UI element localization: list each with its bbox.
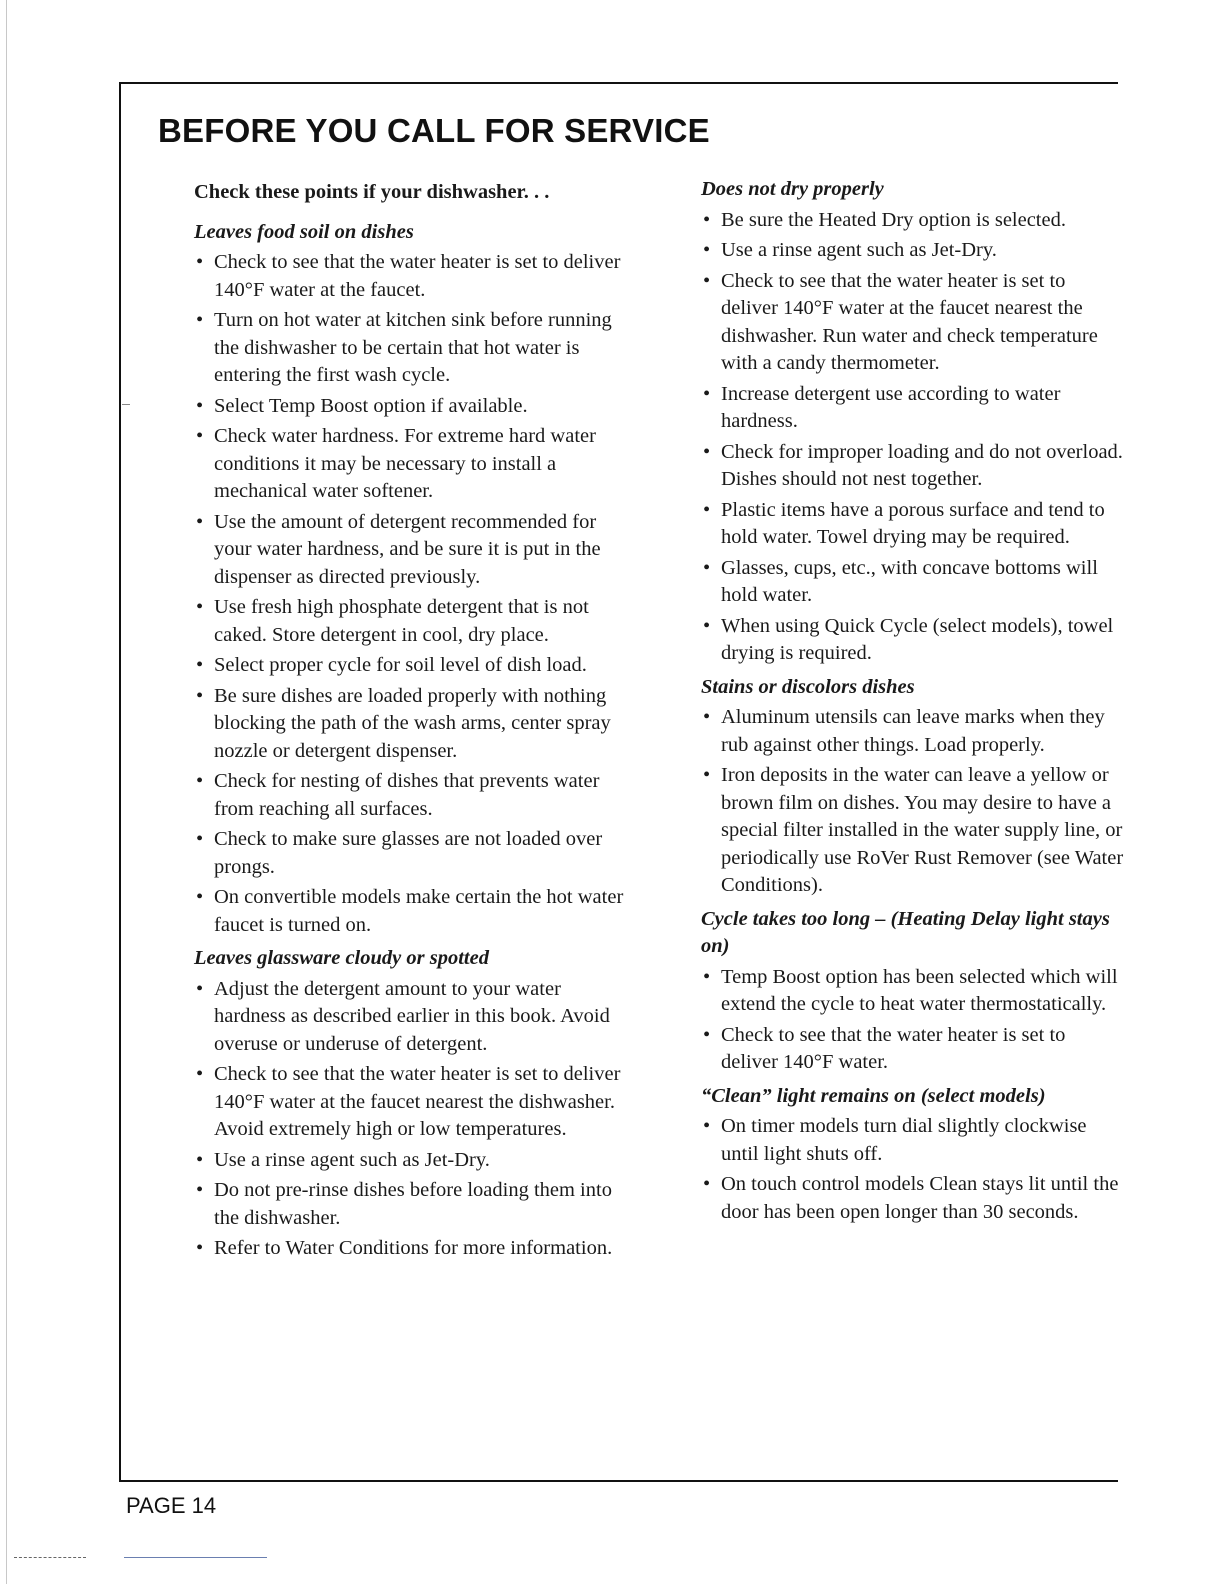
list-item [701,613,1126,668]
list-item [701,268,1126,378]
section-heading: Does not dry properly [701,178,884,200]
bullet-icon: • [703,556,711,579]
list-item-text: Be sure the Heated Dry option is selected. [721,208,1066,231]
list-item-text: Check to see that the water heater is set to deliver 140°F water at the faucet nearest the dishwasher. Run water and check temperature with a candy thermometer. [721,269,1098,374]
frame-bottom-rule [119,1480,1118,1482]
list-item-text: Plastic items have a porous surface and tend to hold water. Towel drying may be required. [721,498,1105,548]
list-item-text: On convertible models make certain the hot water faucet is turned on. [214,886,624,936]
bullet-icon: • [703,208,711,231]
list-item-text: When using Quick Cycle (select models), towel drying is required. [721,614,1114,664]
bullet-list [194,976,624,1263]
list-item [194,509,624,592]
bullet-list [701,207,1126,668]
bullet-icon: • [703,1115,711,1137]
list-item-text: Use a rinse agent such as Jet-Dry. [721,239,997,261]
list-item-text: Aluminum utensils can leave marks when they rub against other things. Load properly. [721,706,1105,756]
bullet-icon: • [703,440,711,463]
scan-mark [122,404,130,405]
troubleshoot-section [701,674,1126,900]
bullet-list [701,1113,1126,1226]
section-heading: Leaves glassware cloudy or spotted [194,947,489,969]
list-item [701,497,1126,552]
bullet-icon: • [196,770,204,792]
bullet-icon: • [196,828,204,850]
frame-left-rule [119,82,121,1481]
list-item-text: Adjust the detergent amount to your water hardness as described earlier in this book. Avoid overuse or underuse of detergent. [214,977,610,1055]
list-item [701,762,1126,900]
bullet-icon: • [703,1023,711,1046]
list-item [701,704,1126,759]
bullet-icon: • [703,965,711,988]
bullet-icon: • [196,1148,204,1171]
section-heading: Stains or discolors dishes [701,675,915,698]
list-item [194,652,624,680]
bullet-list [701,964,1126,1077]
bullet-icon: • [196,654,204,676]
list-item [194,393,624,421]
list-item-text: Use fresh high phosphate detergent that is not caked. Store detergent in cool, dry place. [214,596,589,646]
list-item-text: Iron deposits in the water can leave a yellow or brown film on dishes. You may desire to have a special filter installed in the water supply line, or periodically use RoVer Rust Remover (see Water Conditions). [721,764,1124,896]
list-item-text: Temp Boost option has been selected which will extend the cycle to heat water thermostatically. [721,965,1118,1015]
scan-edge-line [6,0,7,1584]
list-item-text: Check to see that the water heater is set to deliver 140°F water at the faucet nearest the dishwasher. Avoid extremely high or low temperatures. [214,1063,621,1140]
troubleshoot-section [701,906,1126,1077]
left-sections [194,219,624,1263]
list-item [701,1022,1126,1077]
right-sections [701,176,1126,1226]
list-item [701,1113,1126,1168]
section-heading: Leaves food soil on dishes [194,220,414,243]
bullet-icon: • [196,1179,204,1201]
list-item-text: Increase detergent use according to water hardness. [721,382,1061,432]
list-item [194,249,624,304]
list-item [194,594,624,649]
list-item [194,1235,624,1263]
list-item [701,207,1126,235]
frame-top-rule [119,82,1118,84]
list-item [194,826,624,881]
list-item-text: Check to make sure glasses are not loaded over prongs. [214,828,603,878]
bullet-icon: • [196,425,204,447]
list-item-text: Check to see that the water heater is set to deliver 140°F water at the faucet. [214,251,621,301]
bullet-icon: • [196,1063,204,1085]
troubleshoot-section [194,219,624,940]
list-item [194,423,624,506]
list-item-text: Use a rinse agent such as Jet-Dry. [214,1148,490,1171]
troubleshoot-section [701,1083,1126,1227]
scan-blue-mark [124,1557,267,1558]
list-item [194,307,624,390]
list-item-text: Do not pre-rinse dishes before loading them into the dishwasher. [214,1179,612,1229]
list-item [701,237,1126,265]
list-item-text: Use the amount of detergent recommended for your water hardness, and be sure it is put in the dispenser as directed previously. [214,510,601,588]
bullet-icon: • [196,684,204,707]
bullet-icon: • [703,269,711,292]
bullet-icon: • [703,614,711,637]
list-item-text: On touch control models Clean stays lit until the door has been open longer than 30 seconds. [721,1173,1119,1223]
list-item [194,683,624,766]
list-item [194,976,624,1059]
bullet-icon: • [196,309,204,331]
intro-text: Check these points if your dishwasher. . . [194,181,550,203]
bullet-icon: • [703,764,711,786]
left-column [194,176,624,1269]
bullet-icon: • [703,239,711,261]
bullet-icon: • [196,977,204,1000]
list-item-text: Turn on hot water at kitchen sink before running the dishwasher to be certain that hot water is entering the first wash cycle. [214,309,612,386]
troubleshoot-section [194,945,624,1263]
bullet-icon: • [196,394,204,417]
page-title: BEFORE YOU CALL FOR SERVICE [158,112,710,149]
list-item-text: Check for improper loading and do not overload. Dishes should not nest together. [721,440,1123,490]
bullet-icon: • [703,498,711,521]
list-item [194,768,624,823]
scan-dash-mark [14,1557,86,1558]
list-item-text: Refer to Water Conditions for more information. [214,1237,613,1259]
troubleshoot-section [701,176,1126,668]
list-item-text: Check water hardness. For extreme hard water conditions it may be necessary to install a mechanical water softener. [214,425,596,502]
list-item [701,1171,1126,1226]
list-item [194,884,624,939]
list-item [194,1061,624,1144]
bullet-list [701,704,1126,900]
bullet-list [194,249,624,939]
list-item-text: Check for nesting of dishes that prevents water from reaching all surfaces. [214,770,600,820]
bullet-icon: • [196,886,204,908]
list-item-text: Glasses, cups, etc., with concave bottoms will hold water. [721,556,1098,606]
list-item-text: Select Temp Boost option if available. [214,394,528,417]
list-item [194,1147,624,1175]
list-item [701,381,1126,436]
bullet-icon: • [703,1173,711,1195]
list-item-text: On timer models turn dial slightly clockwise until light shuts off. [721,1115,1087,1165]
bullet-icon: • [196,510,204,533]
section-heading: “Clean” light remains on (select models) [701,1084,1046,1107]
bullet-icon: • [703,706,711,728]
right-column [701,176,1126,1232]
list-item [701,964,1126,1019]
list-item [701,555,1126,610]
list-item-text: Select proper cycle for soil level of dish load. [214,654,587,676]
bullet-icon: • [196,1237,204,1259]
section-heading: Cycle takes too long – (Heating Delay light stays on) [701,907,1110,957]
bullet-icon: • [703,382,711,405]
list-item [194,1177,624,1232]
bullet-icon: • [196,251,204,273]
page-number: PAGE 14 [126,1493,217,1518]
bullet-icon: • [196,596,204,618]
list-item-text: Check to see that the water heater is set to deliver 140°F water. [721,1023,1066,1073]
list-item [701,439,1126,494]
list-item-text: Be sure dishes are loaded properly with nothing blocking the path of the wash arms, center spray nozzle or detergent dispenser. [214,684,611,762]
